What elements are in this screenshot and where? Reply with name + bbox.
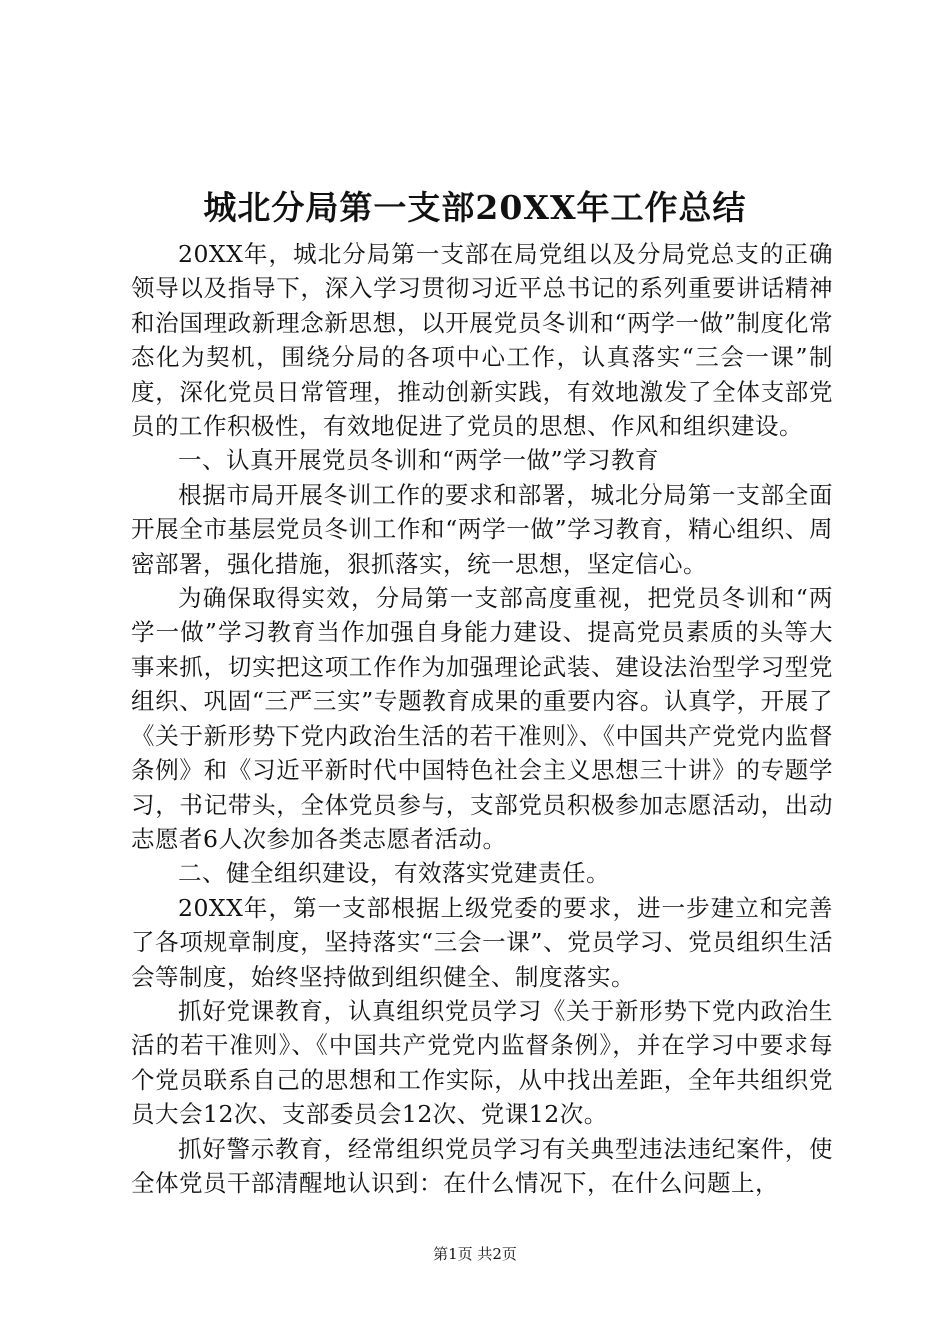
paragraph-warning-education: 抓好警示教育，经常组织党员学习有关典型违法违纪案件，使全体党员干部清醒地认识到：在什么情况下，在什么问题上， bbox=[131, 1134, 833, 1197]
section-heading-2: 二、健全组织建设，有效落实党建责任。 bbox=[178, 859, 610, 888]
page-footer: 第1页 共2页 bbox=[433, 1245, 517, 1263]
paragraph-winter-training: 根据市局开展冬训工作的要求和部署，城北分局第一支部全面开展全市基层党员冬训工作和“两学一做”学习教育，精心组织、周密部署，强化措施，狠抓落实，统一思想，坚定信心。 bbox=[131, 480, 833, 578]
paragraph-intro: 20XX年，城北分局第一支部在局党组以及分局党总支的正确领导以及指导下，深入学习贯彻习近平总书记的系列重要讲话精神和治国理政新理念新思想，以开展党员冬训和“两学一做”制度化常态化为契机，围绕分局的各项中心工作，认真落实“三会一课”制度，深化党员日常管理，推动创新实践，有效地激发了全体支部党员的工作积极性，有效地促进了党员的思想、作风和组织建设。 bbox=[131, 240, 833, 441]
document-body bbox=[131, 237, 833, 1200]
document-title: 城北分局第一支部20XX年工作总结 bbox=[203, 188, 747, 227]
paragraph-ensure-results: 为确保取得实效，分局第一支部高度重视，把党员冬训和“两学一做”学习教育当作加强自身能力建设、提高党员素质的头等大事来抓，切实把这项工作作为加强理论武装、建设法治型学习型党组织、巩固“三严三实”专题教育成果的重要内容。认真学，开展了《关于新形势下党内政治生活的若干准则》、《中国共产党党内监督条例》和《习近平新时代中国特色社会主义思想三十讲》的专题学习，书记带头，全体党员参与，支部党员积极参加志愿活动，出动志愿者6人次参加各类志愿者活动。 bbox=[131, 584, 833, 853]
section-heading-1: 一、认真开展党员冬训和“两学一做”学习教育 bbox=[178, 446, 660, 475]
paragraph-party-lessons: 抓好党课教育，认真组织党员学习《关于新形势下党内政治生活的若干准则》、《中国共产党党内监督条例》，并在学习中要求每个党员联系自己的思想和工作实际，从中找出差距，全年共组织党员大会12次、支部委员会12次、党课12次。 bbox=[131, 996, 833, 1129]
paragraph-organization: 20XX年，第一支部根据上级党委的要求，进一步建立和完善了各项规章制度，坚持落实“三会一课”、党员学习、党员组织生活会等制度，始终坚持做到组织健全、制度落实。 bbox=[131, 893, 833, 991]
